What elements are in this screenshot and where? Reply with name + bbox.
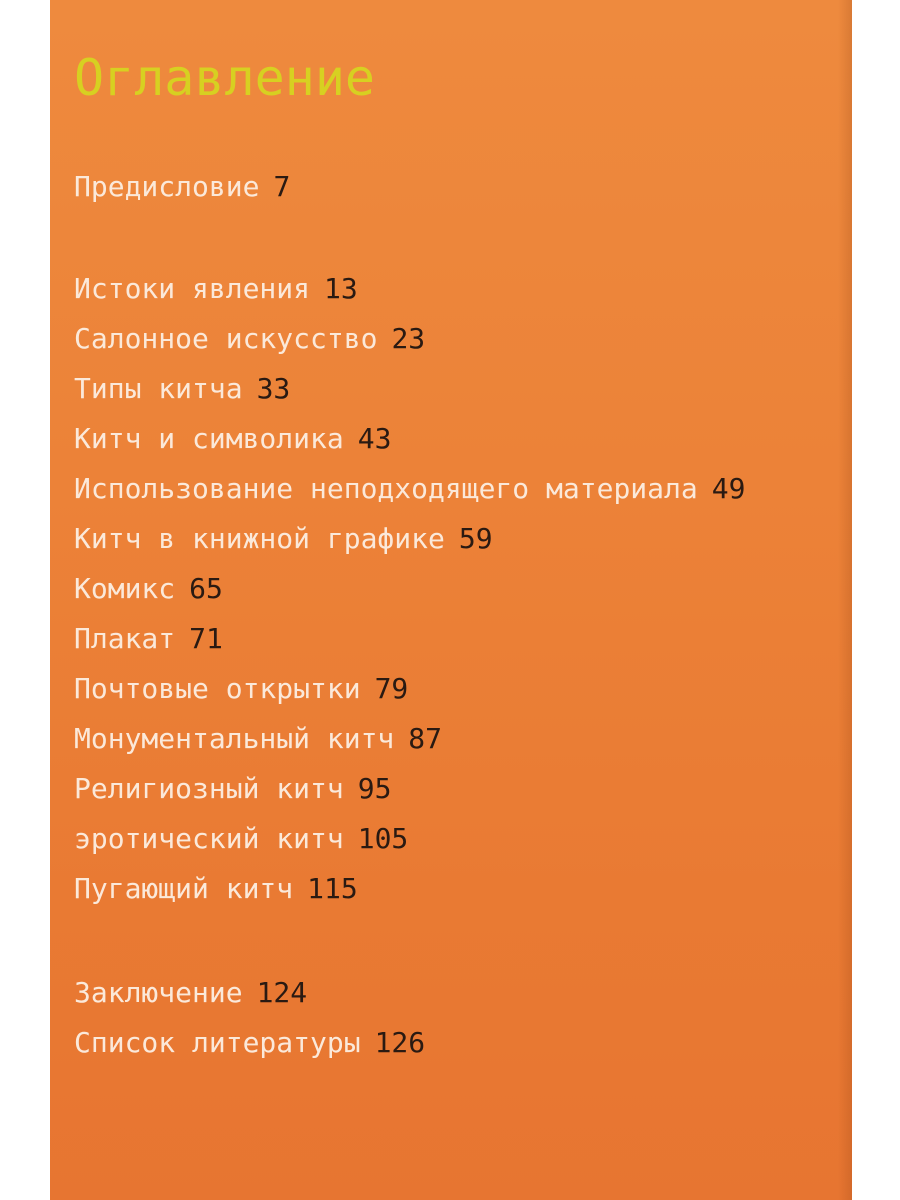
- toc-entry-page: 126: [374, 1026, 426, 1059]
- toc-entry-page: 79: [374, 672, 409, 705]
- toc-entry-page: 7: [273, 170, 291, 203]
- toc-entry: [74, 714, 442, 764]
- toc-entry-title: эротический китч: [74, 822, 344, 855]
- toc-entry-title: Типы китча: [74, 372, 243, 405]
- toc-entry-title: Заключение: [74, 976, 243, 1009]
- toc-entry-title: Пугающий китч: [74, 872, 294, 905]
- toc-entry-page: 65: [189, 572, 223, 605]
- toc-entry-title: Китч в книжной графике: [74, 522, 445, 555]
- toc-entry: [74, 464, 745, 514]
- toc-entry: [74, 264, 358, 314]
- toc-entry-title: Салонное искусство: [74, 322, 378, 355]
- toc-entry-title: Предисловие: [74, 170, 260, 203]
- toc-entry: [74, 514, 493, 564]
- toc-entry: [74, 564, 223, 614]
- toc-entry-page: 33: [256, 372, 291, 405]
- toc-entry-title: Почтовые открытки: [74, 672, 361, 705]
- toc-entry: [74, 814, 408, 864]
- toc-entry-page: 13: [324, 272, 358, 305]
- page-edge-shadow: [838, 0, 852, 1200]
- toc-entry: [74, 614, 223, 664]
- toc-entry-page: 71: [189, 622, 223, 655]
- toc-entry: [74, 864, 358, 914]
- toc-entry-title: Истоки явления: [74, 272, 311, 305]
- toc-entry-conclusion: [74, 968, 307, 1018]
- toc-entry: [74, 664, 408, 714]
- toc-entry-page: 23: [391, 322, 426, 355]
- toc-entry-page: 95: [357, 772, 392, 805]
- toc-entry-title: Монументальный китч: [74, 722, 395, 755]
- toc-entry-preface: [74, 162, 290, 212]
- contents-title: Оглавление: [74, 49, 376, 107]
- toc-entry: [74, 414, 391, 464]
- toc-entry-page: 43: [357, 422, 392, 455]
- toc-entry-title: Китч и символика: [74, 422, 344, 455]
- toc-entry-title: Список литературы: [74, 1026, 361, 1059]
- toc-entry-page: 59: [458, 522, 493, 555]
- toc-entry-title: Использование неподходящего материала: [74, 472, 698, 505]
- toc-entry: [74, 314, 425, 364]
- book-page: [50, 0, 852, 1200]
- toc-entry: [74, 364, 290, 414]
- toc-entry-page: 87: [408, 722, 443, 755]
- toc-entry-page: 49: [711, 472, 746, 505]
- toc-entry: [74, 764, 391, 814]
- toc-entry-page: 115: [307, 872, 358, 905]
- toc-entry-title: Религиозный китч: [74, 772, 344, 805]
- toc-entry-title: Плакат: [74, 622, 176, 655]
- toc-entry-title: Комикс: [74, 572, 176, 605]
- toc-entry-page: 105: [357, 822, 409, 855]
- toc-entry-page: 124: [256, 976, 308, 1009]
- toc-entry-bibliography: [74, 1018, 425, 1068]
